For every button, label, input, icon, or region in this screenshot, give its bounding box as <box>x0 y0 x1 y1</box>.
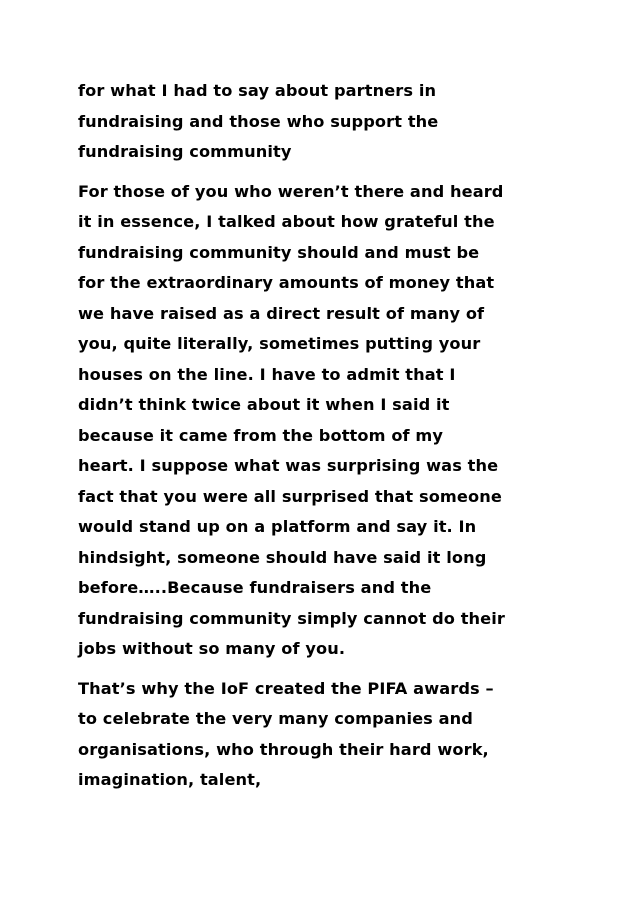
text-line: organisations, who through their hard work, <box>78 739 489 759</box>
text-line: houses on the line. I have to admit that I <box>78 364 456 384</box>
text-line: because it came from the bottom of my <box>78 425 444 445</box>
document-body <box>78 76 578 805</box>
text-line: for the extraordinary amounts of money that <box>78 273 495 292</box>
text-line: fundraising community <box>78 142 292 161</box>
text-line: hindsight, someone should have said it long <box>78 547 487 567</box>
text-line: fundraising and those who support the <box>78 111 439 131</box>
text-line: That’s why the IoF created the PIFA awards – <box>78 678 494 698</box>
text-line: jobs without so many of you. <box>78 639 346 658</box>
text-line: before…..Because fundraisers and the <box>78 578 432 597</box>
text-line: we have raised as a direct result of many of <box>78 303 485 323</box>
text-line: for what I had to say about partners in <box>78 81 437 100</box>
text-line: fundraising community simply cannot do their <box>78 608 505 628</box>
text-line: fact that you were all surprised that someone <box>78 486 502 506</box>
text-line: you, quite literally, sometimes putting your <box>78 334 481 353</box>
text-line: to celebrate the very many companies and <box>78 709 473 728</box>
text-line: imagination, talent, <box>78 770 262 789</box>
text-line: it in essence, I talked about how grateful the <box>78 212 495 231</box>
text-line: would stand up on a platform and say it. In <box>78 517 477 536</box>
paragraph-1 <box>78 76 578 168</box>
text-line: heart. I suppose what was surprising was the <box>78 456 499 475</box>
text-line: fundraising community should and must be <box>78 242 480 262</box>
text-line: didn’t think twice about it when I said it <box>78 395 450 414</box>
text-line: For those of you who weren’t there and heard <box>78 181 504 201</box>
paragraph-3 <box>78 674 578 796</box>
paragraph-2 <box>78 177 578 665</box>
